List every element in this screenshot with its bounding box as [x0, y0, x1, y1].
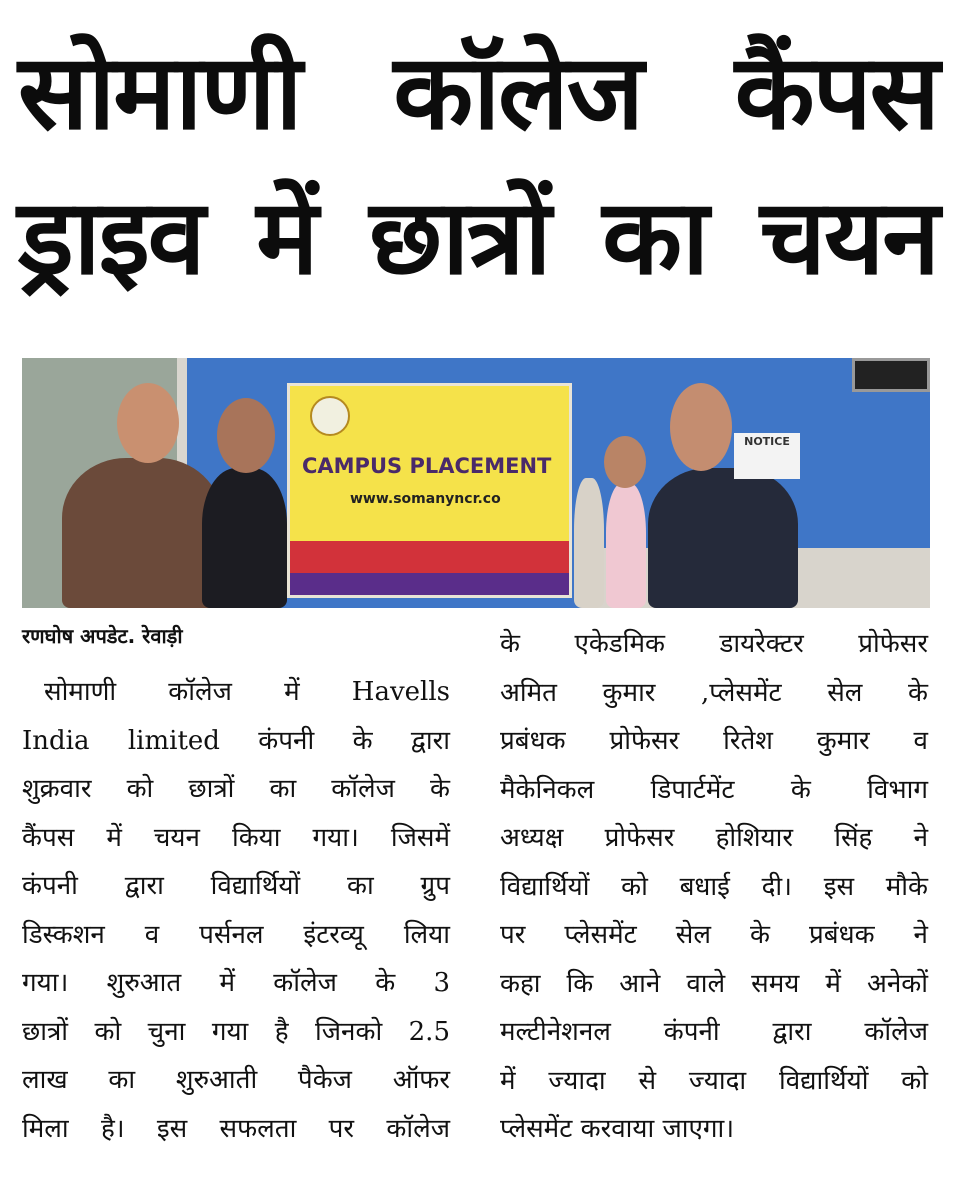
- dateline: रणघोष अपडेट. रेवाड़ी: [22, 624, 183, 648]
- article-line: डिस्कशन व पर्सनल इंटरव्यू लिया: [22, 919, 450, 950]
- person-5: [648, 468, 798, 608]
- person-2: [202, 468, 287, 608]
- placement-banner: [287, 383, 572, 598]
- notice-sign: NOTICE: [734, 433, 800, 479]
- article-line: प्रबंधक प्रोफेसर रितेश कुमार व: [500, 726, 928, 756]
- headline-line-1: सोमाणी कॉलेज कैंपस: [18, 31, 938, 153]
- banner-title: CAMPUS PLACEMENT: [302, 454, 552, 478]
- article-column-left: [22, 668, 450, 1153]
- article-line: अमित कुमार ,प्लेसमेंट सेल के: [500, 677, 928, 708]
- college-seal-icon: [310, 396, 350, 436]
- article-line: पर प्लेसमेंट सेल के प्रबंधक ने: [500, 920, 928, 950]
- headline-line-2: ड्राइव में छात्रों का चयन: [18, 176, 938, 298]
- article-line: मिला है। इस सफलता पर कॉलेज: [22, 1113, 450, 1144]
- article-line: गया। शुरुआत में कॉलेज के 3: [22, 968, 450, 998]
- article-line: मैकेनिकल डिपार्टमेंट के विभाग: [500, 774, 928, 805]
- person-4: [606, 483, 646, 608]
- banner-url: www.somanyncr.co: [350, 491, 501, 507]
- article-line: लाख का शुरुआती पैकेज ऑफर: [22, 1065, 450, 1095]
- article-line: छात्रों को चुना गया है जिनको 2.5: [22, 1016, 450, 1047]
- news-photo: [22, 358, 930, 608]
- article-line: विद्यार्थियों को बधाई दी। इस मौके: [500, 871, 928, 902]
- person-1: [62, 458, 222, 608]
- article-line: के एकेडमिक डायरेक्टर प्रोफेसर: [500, 629, 928, 659]
- article-line: कंपनी द्वारा विद्यार्थियों का ग्रुप: [22, 871, 450, 901]
- article-line: कैंपस में चयन किया गया। जिसमें: [22, 822, 450, 853]
- article-line: अध्यक्ष प्रोफेसर होशियार सिंह ने: [500, 823, 928, 853]
- article-line: शुक्रवार को छात्रों का कॉलेज के: [22, 774, 450, 804]
- article-line: India limited कंपनी के द्वारा: [22, 725, 450, 756]
- article-line: में ज्यादा से ज्यादा विद्यार्थियों को: [500, 1065, 928, 1096]
- article-line: मल्टीनेशनल कंपनी द्वारा कॉलेज: [500, 1017, 928, 1047]
- article-line: सोमाणी कॉलेज में Havells: [44, 677, 450, 707]
- article-line: कहा कि आने वाले समय में अनेकों: [500, 968, 928, 999]
- article-column-right: [500, 620, 928, 1154]
- person-3: [574, 478, 604, 608]
- tv-screen: [852, 358, 930, 392]
- article-line: प्लेसमेंट करवाया जाएगा।: [500, 1114, 735, 1144]
